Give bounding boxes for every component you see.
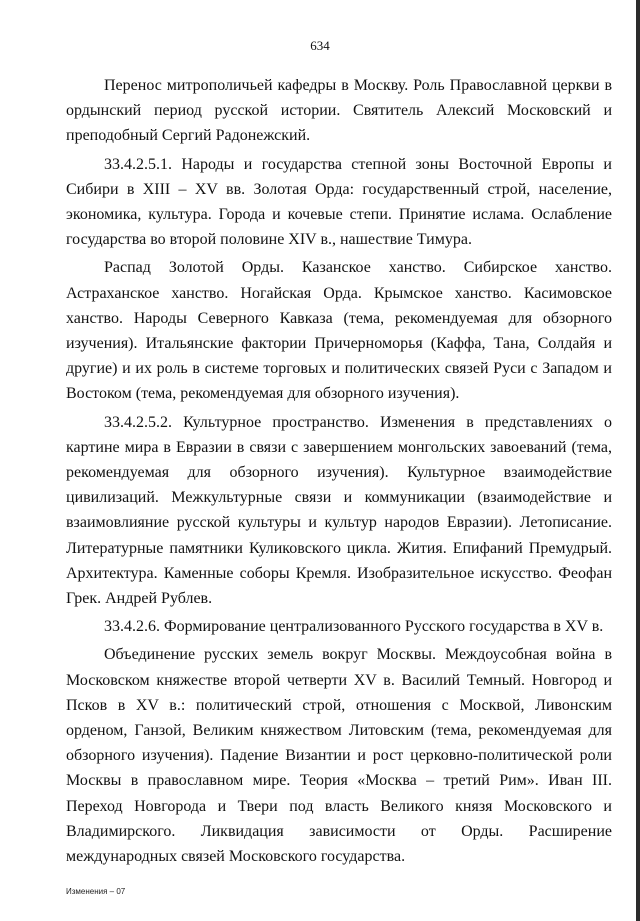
paragraph-golden-horde-collapse: Распад Золотой Орды. Казанское ханство. Сибирское ханство. Астраханское ханство. Ногайская Орда. Крымское ханство. Касимовское ханство. Народы Северного Кавказа (тема, рекомендуемая для обзорного изучения). Итальянские фактории Причерноморья (Каффа, Тана, Солдайя и другие) и их роль в системе торговых и политических связей Руси с Западом и Востоком (тема, рекомендуемая для обзорного изучения). [66, 259, 612, 403]
paragraph-section-33-4-2-5-2: 33.4.2.5.2. Культурное пространство. Изменения в представлениях о картине мира в Евразии в связи с завершением монгольских завоеваний (тема, рекомендуемая для обзорного изучения). Культурное взаимодействие цивилизаций. Межкультурные связи и коммуникации (взаимодействие и взаимовлияние русской культуры и культур народов Евразии). Летописание. Литературные памятники Куликовского цикла. Жития. Епифаний Премудрый. Архитектура. Каменные соборы Кремля. Изобразительное искусство. Феофан Грек. Андрей Рублев. [66, 413, 612, 608]
document-body [66, 73, 612, 872]
scan-edge-border [636, 0, 640, 921]
footer-revision-note: Изменения – 07 [66, 887, 126, 896]
paragraph-metropolitan-see: Перенос митрополичьей кафедры в Москву. Роль Православной церкви в ордынский период русской истории. Святитель Алексий Московский и преподобный Сергий Радонежский. [66, 77, 612, 145]
paragraph-section-33-4-2-6: 33.4.2.6. Формирование централизованного Русского государства в XV в. [104, 618, 604, 636]
page-number: 634 [310, 38, 330, 53]
paragraph-section-33-4-2-5-1: 33.4.2.5.1. Народы и государства степной зоны Восточной Европы и Сибири в XIII – XV вв. Золотая Орда: государственный строй, население, экономика, культура. Города и кочевые степи. Принятие ислама. Ослабление государства во второй половине XIV в., нашествие Тимура. [66, 155, 612, 249]
paragraph-unification: Объединение русских земель вокруг Москвы. Междоусобная война в Московском княжестве второй четверти XV в. Василий Темный. Новгород и Псков в XV в.: политический строй, отношения с Москвой, Ливонским орденом, Ганзой, Великим княжеством Литовским (тема, рекомендуемая для обзорного изучения). Падение Византии и рост церковно-политической роли Москвы в православном мире. Теория «Москва – третий Рим». Иван III. Переход Новгорода и Твери под власть Великого князя Московского и Владимирского. Ликвидация зависимости от Орды. Расширение международных связей Московского государства. [66, 646, 612, 866]
